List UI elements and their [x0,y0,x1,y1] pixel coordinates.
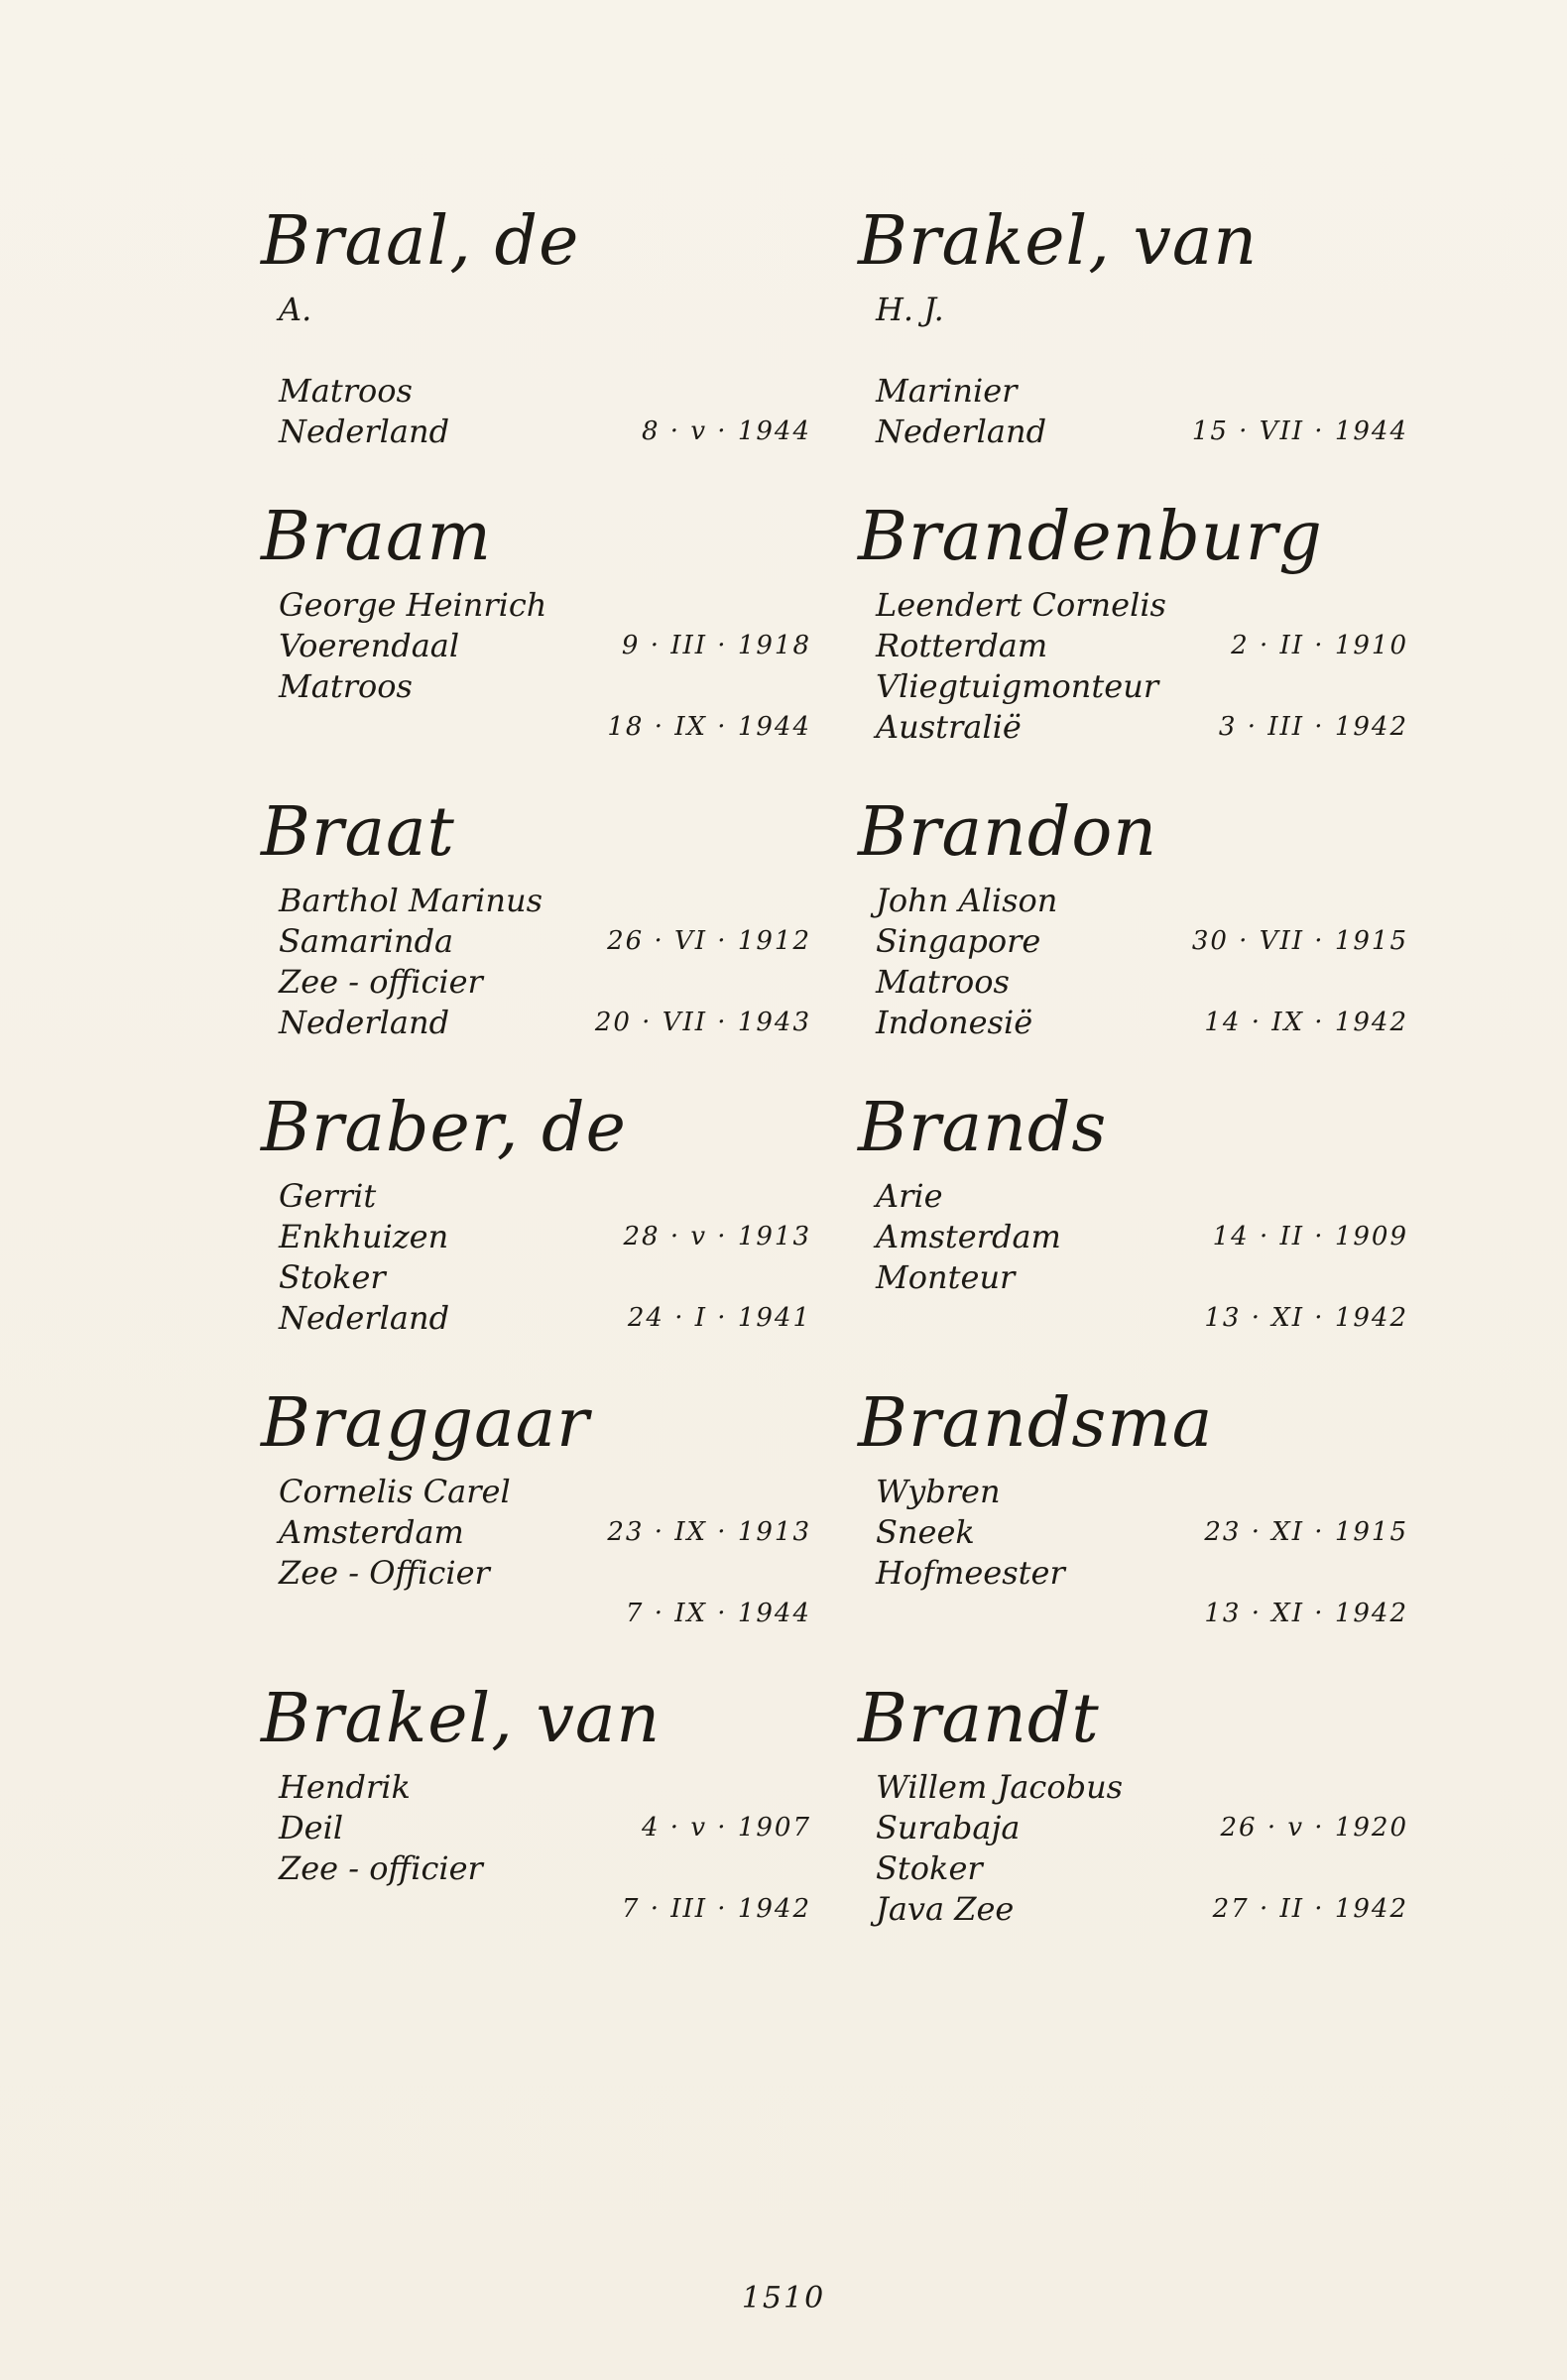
rank: Hofmeester [876,1554,1065,1592]
entry-row [858,666,1408,707]
entry-row [261,1257,811,1298]
entry-row [858,1553,1408,1594]
death-date: 7 · III · 1942 [621,1894,811,1924]
entry-row [261,881,811,921]
death-date: 27 · II · 1942 [1212,1894,1408,1924]
birth-date: 26 · v · 1920 [1220,1813,1408,1843]
given-names: Hendrik [279,1768,411,1806]
entry-row [858,290,1408,330]
entry-row [858,1003,1408,1043]
register-entry [261,194,811,490]
entry-row [261,707,811,748]
birth-date: 23 · XI · 1915 [1204,1517,1408,1547]
birthplace: Enkhuizen [279,1218,449,1255]
register-entry [858,194,1408,490]
death-date: 20 · VII · 1943 [594,1008,811,1037]
entry-row [858,1594,1408,1634]
birthplace: Rotterdam [876,627,1048,664]
entry-row [858,1767,1408,1808]
rank: Matroos [279,667,413,705]
entry-surname: Brandon [858,793,1158,872]
entry-row [858,371,1408,412]
given-names: John Alison [876,882,1058,919]
birth-date: 23 · IX · 1913 [607,1517,811,1547]
rank: Stoker [876,1849,983,1887]
entry-row [261,626,811,666]
given-names: Gerrit [279,1177,377,1215]
page-number: 1510 [741,2281,826,2316]
entry-surname: Braam [261,498,493,576]
place-of-death: Java Zee [876,1890,1015,1928]
entry-row [261,1848,811,1889]
entry-row [858,1298,1408,1339]
birth-date: 2 · II · 1910 [1231,631,1408,660]
place-of-death: Nederland [279,1299,450,1337]
entry-surname: Braal, de [261,202,580,281]
register-entry [261,785,811,1081]
death-date: 13 · XI · 1942 [1204,1599,1408,1628]
given-names: Wybren [876,1473,1001,1510]
birthplace: Samarinda [279,922,454,960]
entry-row [858,412,1408,452]
rank: Zee - Officier [279,1554,490,1592]
entry-row [858,1257,1408,1298]
entry-row [858,1848,1408,1889]
entry-row [858,585,1408,626]
rank: Stoker [279,1258,386,1296]
entry-row [858,921,1408,962]
place-of-death: Indonesië [876,1004,1033,1041]
register-entry [261,1376,811,1672]
given-names: Arie [876,1177,943,1215]
register-entry [858,490,1408,785]
given-names: A. [279,291,312,328]
given-names: Barthol Marinus [279,882,543,919]
given-names: George Heinrich [279,586,547,624]
birthplace: Amsterdam [279,1513,464,1551]
given-names: Cornelis Carel [279,1473,511,1510]
death-date: 24 · I · 1941 [627,1303,811,1333]
entry-row [261,1889,811,1930]
birthplace: Singapore [876,922,1041,960]
entry-surname: Brandt [858,1680,1100,1758]
register-entry [261,1672,811,1967]
entry-row [261,412,811,452]
entry-row [261,1298,811,1339]
entry-row [261,666,811,707]
left-column [261,194,811,1967]
birth-date: 9 · III · 1918 [621,631,811,660]
birthplace: Sneek [876,1513,975,1551]
entry-surname: Brakel, van [261,1680,662,1758]
entry-row [858,626,1408,666]
register-entry [858,1376,1408,1672]
register-entry [858,1672,1408,1967]
entry-surname: Braggaar [261,1384,590,1463]
entry-row [261,1594,811,1634]
entry-row [261,371,811,412]
entry-row [858,1472,1408,1512]
death-date: 3 · III · 1942 [1218,712,1408,742]
entry-surname: Brakel, van [858,202,1259,281]
entry-row [858,1808,1408,1848]
entry-row [858,1176,1408,1217]
given-names: H. J. [876,291,944,328]
place-of-death: Nederland [876,413,1047,450]
birth-date: 28 · v · 1913 [623,1222,811,1251]
birth-date: 4 · v · 1907 [642,1813,811,1843]
entry-row [261,962,811,1003]
entry-surname: Brands [858,1089,1108,1167]
death-date: 8 · v · 1944 [642,416,811,446]
birthplace: Amsterdam [876,1218,1061,1255]
rank: Zee - officier [279,1849,483,1887]
entry-row [261,1767,811,1808]
given-names: Willem Jacobus [876,1768,1124,1806]
entry-row [261,585,811,626]
register-entry [858,785,1408,1081]
birthplace: Surabaja [876,1809,1021,1846]
death-date: 7 · IX · 1944 [625,1599,811,1628]
entry-row [858,881,1408,921]
entry-row [261,290,811,330]
place-of-death: Nederland [279,1004,450,1041]
death-date: 13 · XI · 1942 [1204,1303,1408,1333]
place-of-death: Australië [876,708,1022,746]
entry-row [858,1217,1408,1257]
entry-row [858,707,1408,748]
entry-surname: Braber, de [261,1089,627,1167]
place-of-death: Nederland [279,413,450,450]
entry-row [858,330,1408,371]
rank: Marinier [876,372,1018,410]
entry-surname: Brandenburg [858,498,1323,576]
death-date: 18 · IX · 1944 [607,712,811,742]
death-date: 14 · IX · 1942 [1204,1008,1408,1037]
entry-row [261,921,811,962]
birthplace: Deil [279,1809,344,1846]
given-names: Leendert Cornelis [876,586,1166,624]
rank: Vliegtuigmonteur [876,667,1159,705]
entry-row [858,962,1408,1003]
death-date: 15 · VII · 1944 [1191,416,1408,446]
birth-date: 26 · VI · 1912 [607,926,811,956]
entry-row [261,1553,811,1594]
entry-row [858,1889,1408,1930]
rank: Zee - officier [279,963,483,1001]
rank: Matroos [876,963,1010,1001]
register-entry [261,1081,811,1376]
entry-surname: Brandsma [858,1384,1214,1463]
entry-row [261,1472,811,1512]
entry-row [261,1808,811,1848]
right-column [858,194,1408,1967]
entry-surname: Braat [261,793,455,872]
entry-row [261,1217,811,1257]
birthplace: Voerendaal [279,627,460,664]
entry-row [261,330,811,371]
entry-row [261,1512,811,1553]
birth-date: 30 · VII · 1915 [1191,926,1408,956]
rank: Monteur [876,1258,1016,1296]
birth-date: 14 · II · 1909 [1212,1222,1408,1251]
entry-row [261,1176,811,1217]
entry-row [858,1512,1408,1553]
register-entry [858,1081,1408,1376]
register-entry [261,490,811,785]
entry-row [261,1003,811,1043]
rank: Matroos [279,372,413,410]
